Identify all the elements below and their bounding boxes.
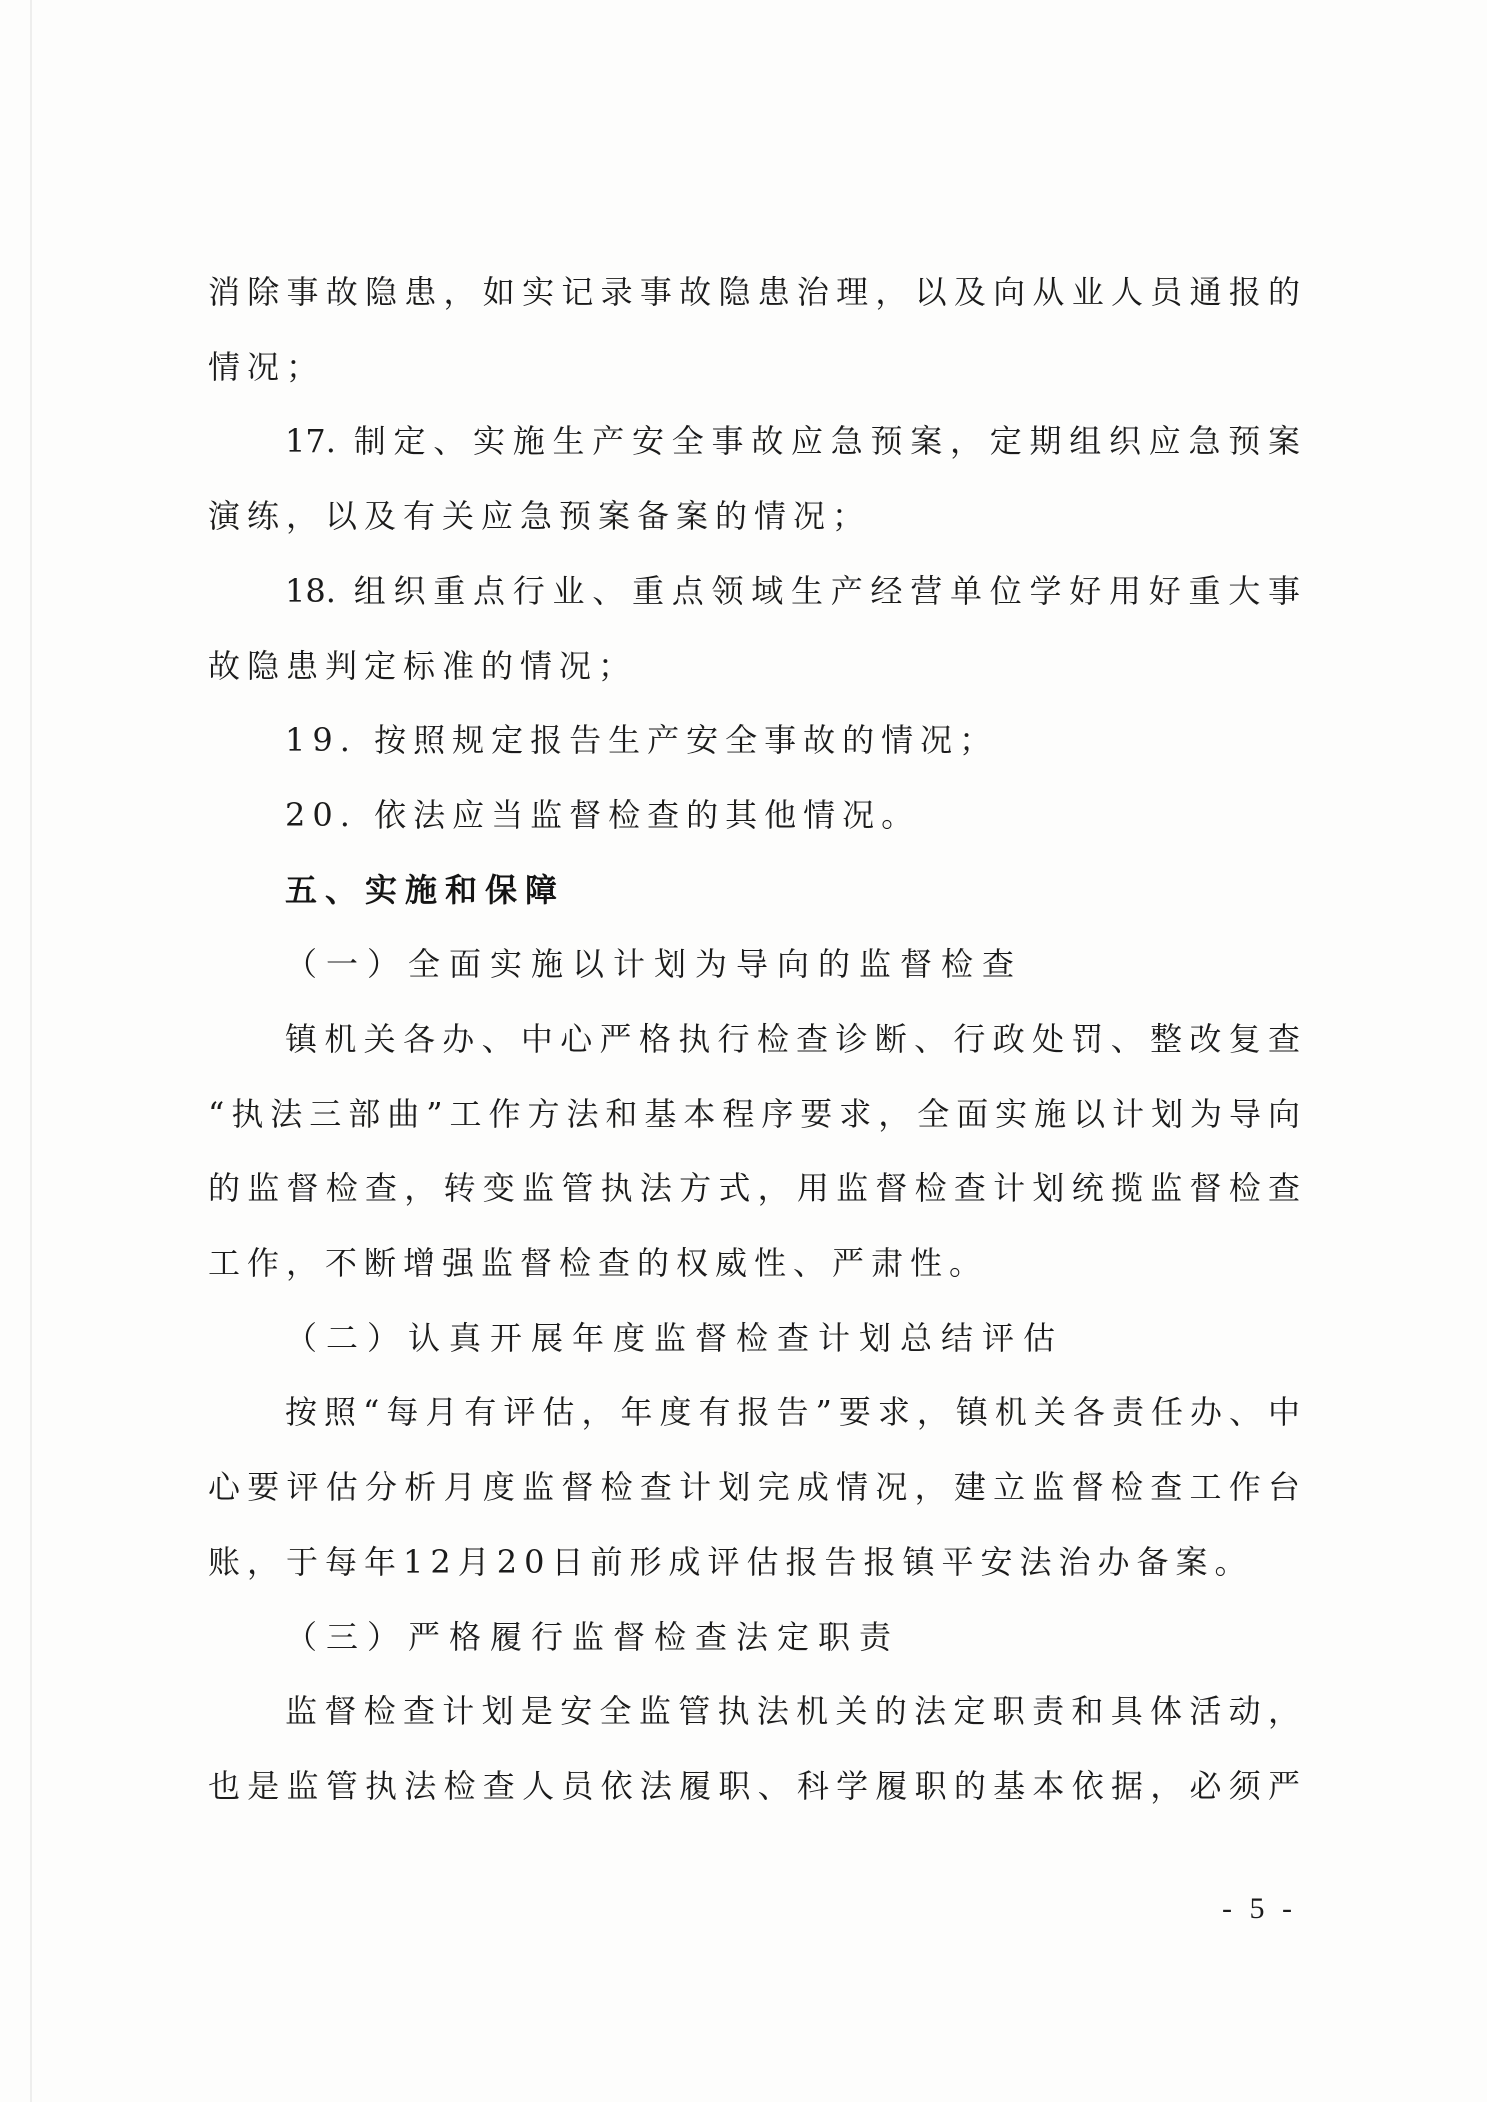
list-item-19: 19. 按照规定报告生产安全事故的情况； — [285, 721, 999, 759]
paragraph-line: 工作，不断增强监督检查的权威性、严肃性。 — [208, 1244, 989, 1282]
paragraph-line: 消除事故隐患，如实记录事故隐患治理，以及向从业人员通报的 — [208, 273, 1300, 311]
subsection-heading: （二）认真开展年度监督检查计划总结评估 — [285, 1319, 1065, 1357]
paragraph-line: 情况； — [208, 348, 326, 386]
list-item-17: 17. 制定、实施生产安全事故应急预案，定期组织应急预案 — [285, 422, 1300, 460]
paragraph-line: 的监督检查，转变监管执法方式，用监督检查计划统揽监督检查 — [208, 1169, 1300, 1207]
section-heading: 五、实施和保障 — [285, 871, 566, 909]
list-item-18: 18. 组织重点行业、重点领域生产经营单位学好用好重大事 — [285, 572, 1300, 610]
paragraph-line: 按照“每月有评估，年度有报告”要求，镇机关各责任办、中 — [285, 1393, 1300, 1431]
subsection-heading: （一）全面实施以计划为导向的监督检查 — [285, 945, 1024, 983]
paragraph-line: 账，于每年12月20日前形成评估报告报镇平安法治办备案。 — [208, 1543, 1254, 1581]
paragraph-line: 监督检查计划是安全监管执法机关的法定职责和具体活动， — [285, 1692, 1300, 1730]
paragraph-line: 镇机关各办、中心严格执行检查诊断、行政处罚、整改复查 — [285, 1020, 1300, 1058]
list-item-20: 20. 依法应当监督检查的其他情况。 — [285, 796, 921, 834]
scan-edge-shadow — [30, 0, 32, 2102]
paragraph-line: 也是监管执法检查人员依法履职、科学履职的基本依据，必须严 — [208, 1767, 1300, 1805]
paragraph-line: 心要评估分析月度监督检查计划完成情况，建立监督检查工作台 — [208, 1468, 1300, 1506]
paragraph-line: “执法三部曲”工作方法和基本程序要求，全面实施以计划为导向 — [208, 1095, 1300, 1133]
page-number: - 5 - — [1222, 1892, 1297, 1925]
paragraph-line: 演练，以及有关应急预案备案的情况； — [208, 497, 872, 535]
paragraph-line: 故隐患判定标准的情况； — [208, 647, 638, 685]
subsection-heading: （三）严格履行监督检查法定职责 — [285, 1618, 901, 1656]
